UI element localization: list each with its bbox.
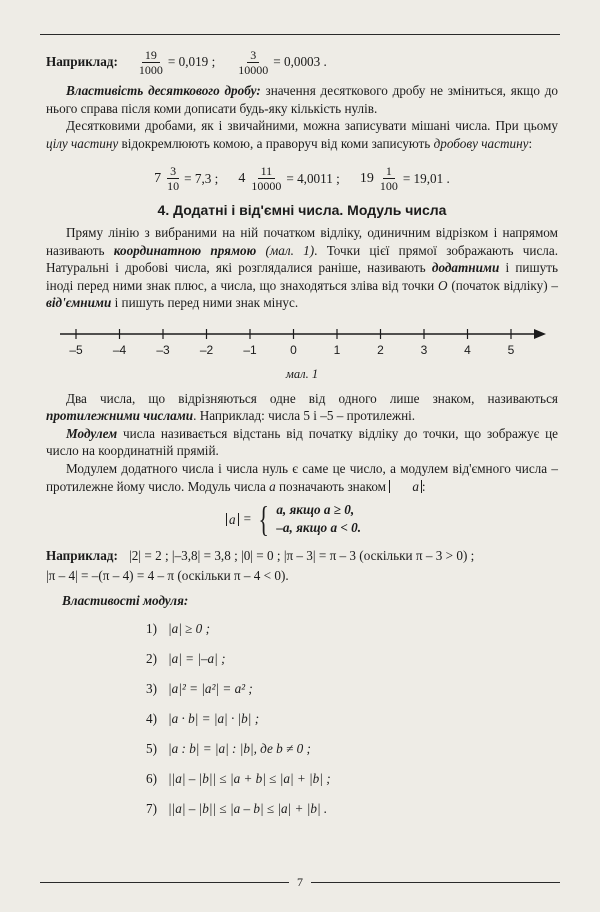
number-line-tick-label: 0 <box>290 342 297 357</box>
properties-list <box>46 614 558 824</box>
cases-lhs: a <box>226 513 239 526</box>
page-content <box>46 42 558 824</box>
property-item: 3) |a|² = |a²| = a² ; <box>146 681 253 697</box>
fraction-result: = 0,0003 . <box>273 54 327 70</box>
number-line-tick-label: –2 <box>199 342 214 357</box>
section-heading: 4. Додатні і від'ємні числа. Модуль числа <box>157 202 447 219</box>
mixed-example-3: 19 $\frac{1}{100}$ = 19,01 . <box>359 163 450 193</box>
modulus-example-line-1: Наприклад: |2| = 2 ; |–3,8| = 3,8 ; |0| = 0 ; |π – 3| = π – 3 (оскільки π – 3 > 0) ; <box>46 548 475 564</box>
property-item: 6) ||a| – |b|| ≤ |a + b| ≤ |a| + |b| ; <box>146 771 331 787</box>
number-line-tick-label: 2 <box>377 342 384 357</box>
arrow-right-icon <box>534 329 546 339</box>
number-line-tick-label: 1 <box>333 342 341 357</box>
modulus-definition: Модулем числа називається відстань від початку відліку до точки, що зображує це число на координатній прямій. <box>46 425 558 459</box>
mixed-example-2: 4 $\frac{11}{10000}$ = 4,0011 ; <box>238 163 340 193</box>
number-line-tick-label: –4 <box>112 342 127 357</box>
example-label: Наприклад: <box>46 54 118 70</box>
fraction-3-10000: $\frac{3}{10000}$ <box>238 47 269 77</box>
property-item: 7) ||a| – |b|| ≤ |a – b| ≤ |a| + |b| . <box>146 801 328 817</box>
fraction-19-1000: $\frac{19}{1000}$ <box>138 47 163 77</box>
top-rule <box>40 34 560 35</box>
property-item: 2) |a| = |–a| ; <box>146 651 226 667</box>
number-line-figure <box>46 320 558 380</box>
property-item: 1) |a| ≥ 0 ; <box>146 621 210 637</box>
decimal-property-paragraph: Властивість десяткового дробу: значення десяткового дробу не зміниться, якщо до нього справа після коми дописати будь-яку кількість нулів. <box>46 83 558 116</box>
example-decimal-fractions <box>46 42 558 82</box>
properties-title: Властивості модуля: <box>62 593 189 609</box>
opposite-numbers-paragraph: Два числа, що відрізняються одне від одного лише знаком, називаються протилежними числами. Наприклад: числа 5 і –5 – протилежні. <box>46 390 558 424</box>
number-line-tick-label: 4 <box>464 342 471 357</box>
number-line-tick-label: 5 <box>507 342 515 357</box>
case-line-2: –a, якщо a < 0. <box>276 520 362 536</box>
number-line-tick-label: –5 <box>69 342 83 357</box>
modulus-examples <box>46 547 558 584</box>
left-brace-icon: { <box>258 499 269 540</box>
property-item: 5) |a : b| = |a| : |b|, де b ≠ 0 ; <box>146 741 311 757</box>
mixed-number-examples <box>46 156 558 200</box>
modulus-paragraph: Модулем додатного числа і числа нуль є саме це число, а модулем від'ємного числа – протилежне йому число. Модуль числа a позначають знаком a : <box>46 460 558 494</box>
figure-caption: мал. 1 <box>285 366 319 381</box>
mixed-numbers-paragraph: Десятковими дробами, як і звичайними, можна записувати мішані числа. При цьому цілу частину відокремлюють комою, а праворуч від коми записують дробову частину: <box>46 118 558 151</box>
property-item: 4) |a · b| = |a| · |b| ; <box>146 711 260 727</box>
number-line-tick-label: –3 <box>156 342 170 357</box>
modulus-example-line-2: |π – 4| = –(π – 4) = 4 – π (оскільки π – 4 < 0). <box>46 567 289 583</box>
coordinate-line-paragraph: Пряму лінію з вибраними на ній початком відліку, одиничним відрізком і напрямом називають координатною прямою (мал. 1). Точки цієї прямої зображають числа. Натуральні і дробові числа, які розглядалися раніше, називають додатними і пишуть іноді перед ними знак плюс, а числа, що знаходяться зліва від точки O (початок відліку) – від'ємними і пишуть перед ними знак мінус. <box>46 224 559 311</box>
number-line-tick-label: 3 <box>420 342 428 357</box>
cases-eq: = <box>243 511 252 527</box>
case-line-1: a, якщо a ≥ 0, <box>276 502 355 518</box>
modulus-cases <box>226 499 558 540</box>
fraction-result: = 0,019 ; <box>167 54 216 70</box>
mixed-example-1: 7 $\frac{3}{10}$ = 7,3 ; <box>154 163 219 193</box>
page-number: 7 <box>0 875 600 890</box>
modulus-symbol: a <box>389 480 422 493</box>
number-line <box>46 320 558 370</box>
number-line-tick-label: –1 <box>243 342 257 357</box>
